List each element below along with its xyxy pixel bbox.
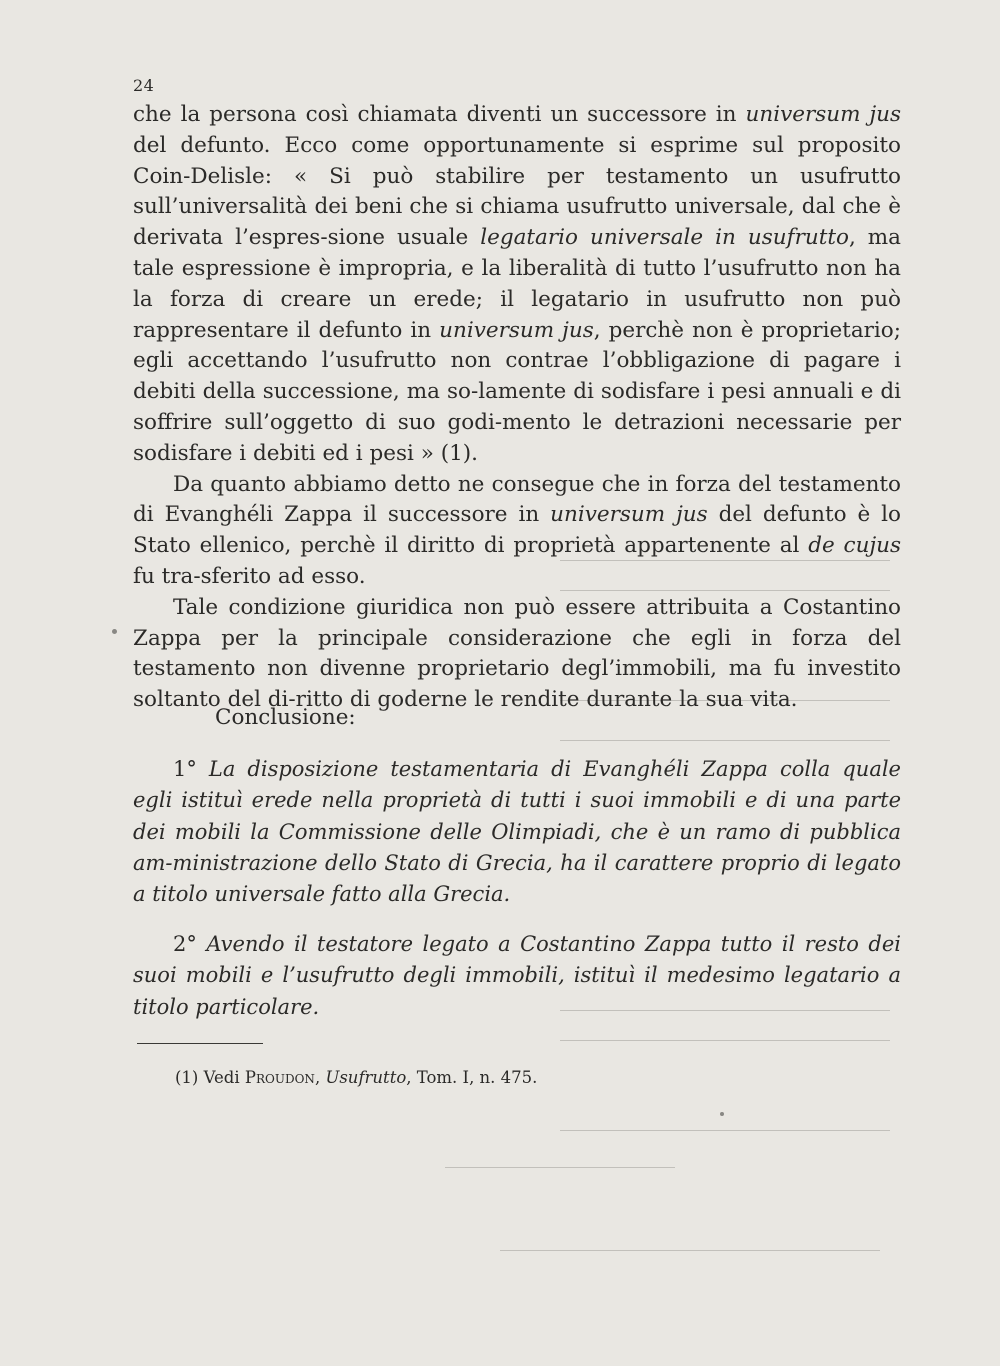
bleed-through-mark [445,1167,675,1168]
paragraph-1 [133,100,901,470]
text-run: del defunto. Ecco come opportunamente si esprime sul proposito Coin-Delisle: « Si può stabilire per testamento un usufrutto sull’universalità dei beni che si chiama usufrutto universale, dal che è derivata l’espres-sione usuale [133,132,901,251]
paragraph-3: Tale condizione giuridica non può essere attribuita a Costantino Zappa per la principale considerazione che egli in forza del testamento non divenne proprietario degl’immobili, ma fu investito soltanto del di-ritto di goderne le rendite durante la sua vita. [133,594,901,713]
bleed-through-mark [560,1130,890,1131]
text-run: , perchè non è proprietario; egli accettando l’usufrutto non contrae l’obbligazione di pagare i debiti della successione, ma so-lamente di sodisfare i pesi annuali e di soffrire sull’oggetto di suo godi-mento le detrazioni necessarie per sodisfare i debiti ed i pesi » (1). [133,317,901,466]
conclusion-item-2 [133,929,901,1023]
italic-term: de cujus [808,533,901,559]
paper-speck [112,629,117,634]
italic-term: legatario universale in usufrutto [480,225,849,251]
item-number: 2° [173,931,197,956]
text-run: che la persona così chiamata diventi un successore in [133,102,746,127]
item-text: Avendo il testatore legato a Costantino Zappa tutto il resto dei suoi mobili e l’usufrutto degli immobili, istituì il medesimo legatario a titolo particolare. [133,931,901,1019]
item-number: 1° [173,756,197,781]
footnote-sep: , [314,1068,326,1087]
page-number: 24 [133,76,155,95]
paper-speck [720,1112,724,1116]
conclusion-section [133,703,901,1023]
italic-term: universum jus [745,102,901,127]
footnote-ref: , Tom. I, n. 475. [406,1068,538,1087]
footnote-work: Usufrutto [325,1068,407,1087]
footnote [175,1067,537,1089]
text-run: , ma tale espressione è impropria, e la liberalità di tutto l’usufrutto non ha la forza di creare un erede; il legatario in usufrutto non può rappresentare il defunto in [133,225,901,343]
paragraph-2 [133,470,901,593]
bleed-through-mark [500,1250,880,1251]
italic-term: universum jus [550,502,708,528]
text-run: del defunto è lo Stato ellenico, perchè il diritto di proprietà appartenente al [133,502,902,559]
text-run: Da quanto abbiamo detto ne consegue che in forza del testamento di Evanghéli Zappa il successore in [133,471,901,528]
conclusion-item-1 [133,754,901,911]
conclusion-heading: Conclusione: [215,705,356,730]
spacer [133,911,901,929]
spacer [133,734,901,754]
footnote-author: Proudon [244,1068,315,1087]
body-text [133,100,901,716]
footnote-divider [137,1043,263,1044]
italic-term: universum jus [439,317,594,343]
bleed-through-mark [560,1040,890,1041]
footnote-mark: (1) Vedi [175,1068,245,1087]
text-run: fu tra-sferito ad esso. [133,563,366,589]
item-text: La disposizione testamentaria di Evanghéli Zappa colla quale egli istituì erede nella proprietà di tutti i suoi immobili e di una parte dei mobili la Commissione delle Olimpiadi, che è un ramo di pubblica am-ministrazione dello Stato di Grecia, ha il carattere proprio di legato a titolo universale fatto alla Grecia. [133,756,901,907]
